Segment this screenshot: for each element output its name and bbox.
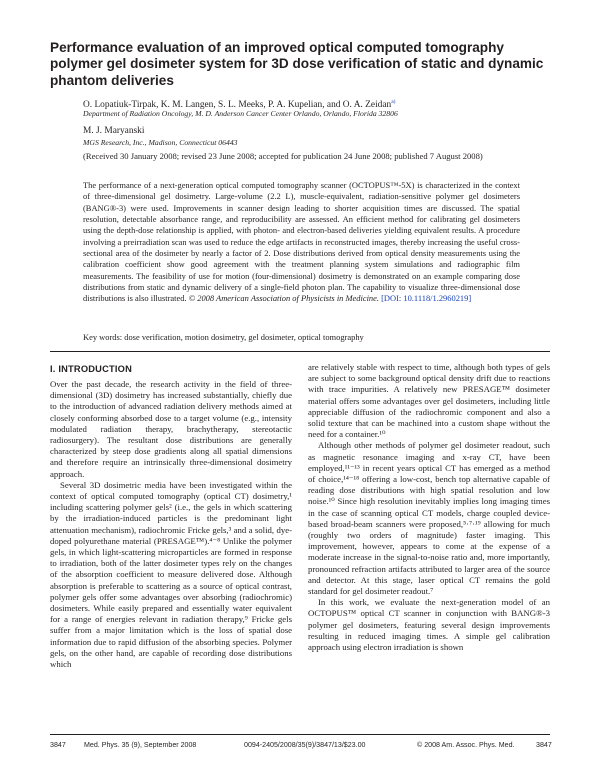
affiliation-md-anderson: Department of Radiation Oncology, M. D. Anderson Cancer Center Orlando, Orlando, Florida 32806 [83,109,398,118]
abstract-body: The performance of a next-generation optical computed tomography scanner (OCTOPUS™-5X) is characterized in the context of three-dimensional gel dosimetry. Large-volume (2.2 L), muscle-equivalent, radiation-sensitive polymer gel dosimeters (BANG®-3) were used. Improvements in scanner design leading to shorter acquisition times are discussed. The spatial resolution, detectable absorbance range, and reproducibility are assessed. An efficient method for calibrating gel dosimeters using the depth-dose relationship is applied, with photon- and electron-based deliveries yielding equivalent results. A procedure involving a preirradiation scan was used to reduce the edge artifacts in reconstructed images, thereby increasing the useful cross-sectional area of the dosimeter by nearly a factor of 2. Dose distributions derived from optical density measurements using the calibration coefficient show good agreement with the treatment planning system simulations and radiographic film measurements. The feasibility of use for motion (four-dimensional) dosimetry is demonstrated on an example comparing dose distributions from static and dynamic delivery of a single-field photon plan. The capability to visualize three-dimensional dose distributions is also illustrated. [83,180,520,304]
authors-primary: O. Lopatiuk-Tirpak, K. M. Langen, S. L. Meeks, P. A. Kupelian, and O. A. Zeidan [83,100,392,111]
abstract [83,180,520,305]
intro-paragraph-1: Over the past decade, the research activity in the field of three-dimensional (3D) dosimetry has increased substantially, chiefly due to the introduction of advanced radiation delivery methods aimed at closely conforming absorbed dose to a target volume (e.g., intensity modulated radiation therapy, brachytherapy, stereotactic radiosurgery). The resultant dose distributions are generally characterized by steep dose gradients along all spatial dimensions and therefore require an intrinsically three-dimensional dosimetry approach. [50,379,292,479]
intro-paragraph-2: Several 3D dosimetric media have been investigated within the context of optical computed tomography (optical CT) dosimetry,¹ including scattering polymer gels² (i.e., the gels in which scattering by the irradiation-induced particles is the predominant light attenuation mechanism), radiochromic Fricke gels,³ and a solid, dye-doped polyurethane material (PRESAGE™).⁴⁻⁸ Unlike the polymer gels, in which light-scattering microparticles are formed in response to irradiation, both of the latter dosimeter types rely on the changes of the absorption coefficient to measure delivered dose. Although absorption is preferable to scattering as a source of optical contrast, polymer gels offer some advantages over absorbing (radiochromic) dosimeters. While easily prepared and essentially water equivalent for a range of energies relevant in radiation therapy,⁹ Fricke gels suffer from a major limitation which is the loss of spatial dose information due to rapid diffusion of the absorbing species. Polymer gels, on the other hand, are capable of recording dose distributions which [50,479,292,670]
intro-paragraph-4: Although other methods of polymer gel dosimeter readout, such as magnetic resonance imaging and x-ray CT, have been employed,¹¹⁻¹³ in recent years optical CT has emerged as a method of choice,¹⁴⁻¹⁸ offering a low-cost, bench top alternative capable of reading dose distributions with high spatial resolution and low noise.¹⁰ Since high resolution inevitably implies long imaging times in the case of scanning optical CT models, charge coupled device-based broad-beam scanners were proposed,⁵·⁷·¹⁹ allowing for much (roughly two orders of magnitude) faster imaging. This improvement, however, appears to come at the expense of a moderate increase in the signal-to-noise ratio and, more importantly, pronounced refraction artifacts attributed to larger area of the source and detector. At this stage, laser optical CT remains the gold standard for gel dosimeter readout.⁷ [308,440,550,597]
intro-paragraph-3: are relatively stable with respect to time, although both types of gels are subject to some background optical density drift due to reactions with trace impurities. A relatively new PRESAGE™ dosimeter material offers some advantages over gel dosimeters, including little appreciable diffusion of the radiochromic component and also a solid texture that can be machined into a custom shape without the need for a container.¹⁰ [308,362,550,440]
received-dates: (Received 30 January 2008; revised 23 June 2008; accepted for publication 24 June 2008; published 7 August 2008) [83,151,483,161]
section-heading-introduction: I. INTRODUCTION [50,364,133,374]
left-column [50,379,292,670]
page-number-right: 3847 [536,741,552,749]
affiliation-mark[interactable]: a) [391,99,396,105]
affiliation-mgs-research: MGS Research, Inc., Madison, Connecticut 06443 [83,138,238,147]
issn-line: 0094-2405/2008/35(9)/3847/13/$23.00 [244,741,366,749]
journal-citation: Med. Phys. 35 (9), September 2008 [84,741,197,749]
page-number-left: 3847 [50,741,66,749]
author-secondary: M. J. Maryanski [83,126,145,136]
footer-divider [50,734,550,735]
right-column [308,362,550,653]
keywords: Key words: dose verification, motion dosimetry, gel dosimeter, optical tomography [83,332,364,342]
abstract-divider [50,351,550,352]
footer-copyright: © 2008 Am. Assoc. Phys. Med. [417,741,515,749]
article-title: Performance evaluation of an improved optical computed tomography polymer gel dosimeter system for 3D dose verification of static and dynamic phantom deliveries [50,40,544,88]
intro-paragraph-5: In this work, we evaluate the next-generation model of an OCTOPUS™ optical CT scanner in conjunction with BANG®-3 polymer gel dosimeters, featuring several design improvements resulting in reduced imaging times. A simple gel calibration approach using electron irradiation is shown [308,597,550,653]
doi-link[interactable]: [DOI: 10.1118/1.2960219] [381,293,472,304]
abstract-copyright: © 2008 American Association of Physicists in Medicine. [188,293,379,304]
